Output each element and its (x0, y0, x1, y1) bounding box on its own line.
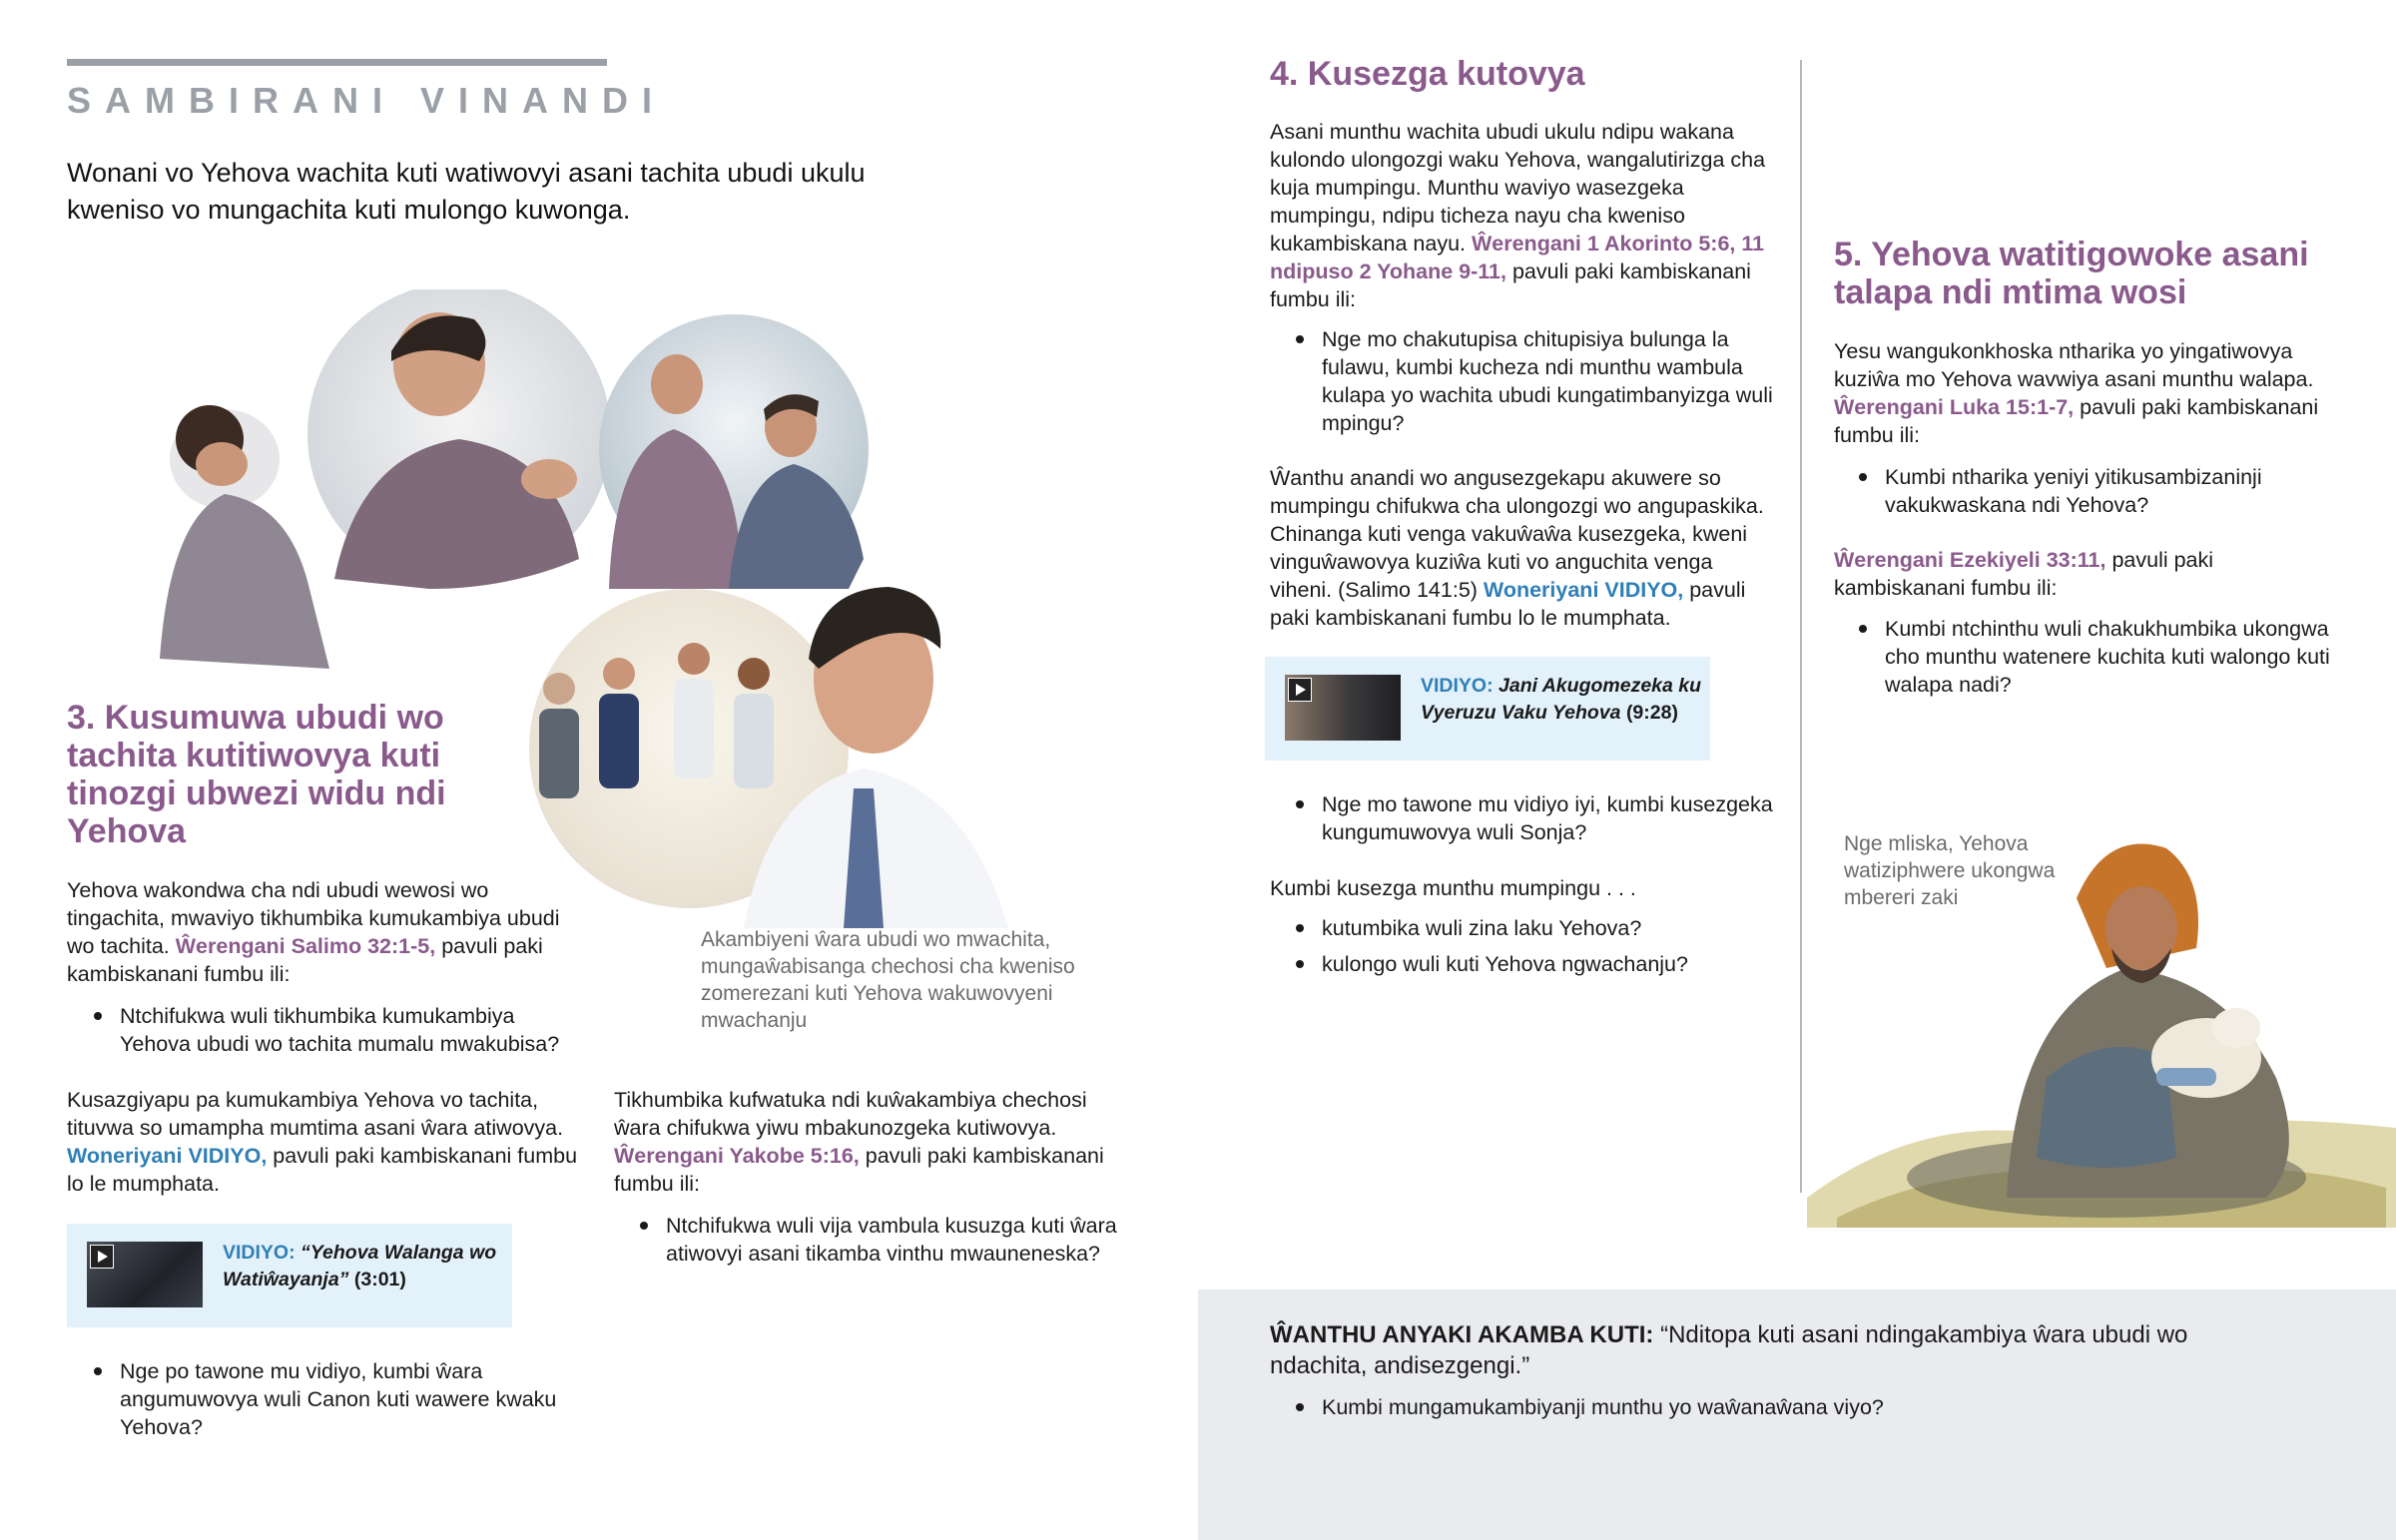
scripture-link-yakobe[interactable]: Ŵerengani Yakobe 5:16, (614, 1144, 860, 1168)
section5-paragraph1: Yesu wangukonkhoska ntharika yo yingatiwovya kuziŵa mo Yehova wavwiya asani munthu walapa. Ŵerengani Luka 15:1-7, pavuli paki kambiskanani fumbu ili: (1834, 339, 2319, 447)
section3-question-list1 (92, 1002, 571, 1058)
video-card-text: VIDIYO: Jani Akugomezeka ku Vyeruzu Vaku Yehova (9:28) (1421, 675, 1702, 724)
shepherd-caption: Nge mliska, Yehova watiziphwere ukongwa mbereri zaki (1844, 832, 2056, 909)
video-card-sonja[interactable] (1265, 657, 1710, 761)
video-card-text: VIDIYO: “Yehova Walanga wo Watiŵayanja” (3:01) (223, 1242, 497, 1290)
question-item: Kumbi ntharika yeniyi yitikusambizaninji vakukwaskana ndi Yehova? (1857, 463, 2336, 519)
section5-paragraph2: Ŵerengani Ezekiyeli 33:11, pavuli paki kambiskanani fumbu ili: (1834, 548, 2214, 600)
scripture-link-ezekiyeli[interactable]: Ŵerengani Ezekiyeli 33:11, (1834, 548, 2106, 572)
question-item: kulongo wuli kuti Yehova ngwachanju? (1294, 950, 1773, 978)
others-say-quote: “Nditopa kuti asani ndingakambiya ŵara ubudi wo ndachita, andisezgengi.” (1270, 1321, 2188, 1379)
video-card-canon[interactable] (67, 1224, 512, 1327)
video-thumbnail[interactable] (87, 1242, 203, 1307)
play-icon[interactable] (1288, 678, 1312, 702)
sad-man-figure (160, 405, 329, 669)
watch-video-link[interactable]: Woneriyani VIDIYO, (1483, 578, 1684, 602)
scripture-link-luka[interactable]: Ŵerengani Luka 15:1-7, (1834, 395, 2075, 419)
header-rule (67, 59, 607, 66)
section4-paragraph2: Ŵanthu anandi wo angusezgekapu akuwere so mumpingu chifukwa cha ulongozgi wo angupaskika. Chinanga kuti venga vakuŵaŵa kusezgeka, kweni vinguŵawovya kuziŵa kuti vo anguchita venga viheni. (Salimo 141:5) Woneriyani VIDIYO, pavuli paki kambiskanani fumbu lo le mumphata. (1270, 466, 1764, 630)
video-thumbnail[interactable] (1285, 675, 1401, 741)
scripture-link-salimo[interactable]: Ŵerengani Salimo 32:1-5, (175, 934, 436, 958)
question-item: Ntchifukwa wuli tikhumbika kumukambiya Yehova ubudi wo tachita mumalu mwakubisa? (92, 1002, 571, 1058)
section3-paragraph1: Yehova wakondwa cha ndi ubudi wewosi wo tingachita, mwaviyo tikhumbika kumukambiya ubudi wo tachita. Ŵerengani Salimo 32:1-5, pavuli paki kambiskanani fumbu ili: (67, 878, 560, 986)
column-divider (1800, 60, 1802, 1193)
section4-question-list1 (1294, 325, 1773, 437)
question-item: Kumbi ntchinthu wuli chakukhumbika ukongwa cho munthu watenere kuchita kuti walongo kuti walapa nadi? (1857, 615, 2336, 699)
section3-heading: 3. Kusumuwa ubudi wo tachita kutitiwovya kuti tinozgi ubwezi widu ndi Yehova (67, 699, 446, 850)
section-kicker: SAMBIRANI VINANDI (67, 80, 667, 121)
scripture-link-akorinto[interactable]: Ŵerengani 1 Akorinto 5:6, 11 ndipuso 2 Yohane 9-11, (1270, 232, 1765, 283)
question-item: Kumbi mungamukambiyanji munthu yo waŵanaŵana viyo? (1294, 1393, 2192, 1421)
question-item: Nge mo chakutupisa chitupisiya bulunga la fulawu, kumbi kucheza ndi munthu wambula kulapa yo wachita ubudi kungatimbanyizga wuli mpingu? (1294, 325, 1773, 437)
section4-paragraph3: Kumbi kusezga munthu mumpingu . . . (1270, 876, 1636, 900)
section5-heading: 5. Yehova watitigowoke asani talapa ndi mtima wosi (1834, 236, 2309, 311)
question-item: Nge po tawone mu vidiyo, kumbi ŵara angumuwovya wuli Canon kuti wawere kwaku Yehova? (92, 1357, 571, 1441)
question-item: kutumbika wuli zina laku Yehova? (1294, 914, 1773, 942)
illustration-caption: Akambiyeni ŵara ubudi wo mwachita, mungaŵabisanga chechosi cha kweniso zomerezani kuti Yehova wakuwovyeni mwachanju (701, 928, 1075, 1032)
play-icon[interactable] (90, 1245, 114, 1269)
others-say-text (1270, 1319, 2188, 1381)
section3-question-list2 (92, 1357, 571, 1441)
section4-heading: 4. Kusezga kutovya (1270, 55, 1585, 93)
question-item: Ntchifukwa wuli vija vambula kusuzga kuti ŵara atiwovyi asani tikamba vinthu mwauneneska? (638, 1212, 1137, 1268)
section5-question-list1 (1857, 463, 2336, 519)
shepherd-illustration (1807, 778, 2396, 1228)
section3-question-list3 (638, 1212, 1137, 1268)
question-item: Nge mo tawone mu vidiyo iyi, kumbi kusezgeka kungumuwovya wuli Sonja? (1294, 790, 1773, 846)
section3-paragraph3: Tikhumbika kufwatuka ndi kuŵakambiya chechosi ŵara chifukwa yiwu mbakunozgeka kutiwovya. Ŵerengani Yakobe 5:16, pavuli paki kambiskanani fumbu ili: (614, 1088, 1104, 1196)
section4-question-list3 (1294, 914, 1773, 978)
section3-paragraph2: Kusazgiyapu pa kumukambiya Yehova vo tachita, tituvwa so umampha mumtima asani ŵara atiwovya. Woneriyani VIDIYO, pavuli paki kambiskanani fumbu lo le mumphata. (67, 1088, 578, 1196)
section4-paragraph1: Asani munthu wachita ubudi ukulu ndipu wakana kulondo ulongozgi waku Yehova, wangalutirizga cha kuja mumpingu. Munthu waviyo wasezgeka mumpingu, ndipu ticheza nayu cha kweniso kukambiskana nayu. Ŵerengani 1 Akorinto 5:6, 11 ndipuso 2 Yohane 9-11, pavuli paki kambiskanani fumbu ili: (1270, 120, 1766, 311)
section4-question-list2 (1294, 790, 1773, 846)
others-say-label: ŴANTHU ANYAKI AKAMBA KUTI: (1270, 1321, 1654, 1348)
watch-video-link[interactable]: Woneriyani VIDIYO, (67, 1144, 268, 1168)
others-question-list (1294, 1393, 2192, 1421)
section5-question-list2 (1857, 615, 2336, 699)
intro-text: Wonani vo Yehova wachita kuti watiwovyi asani tachita ubudi ukulu kweniso vo mungachita kuti mulongo kuwonga. (67, 158, 866, 225)
